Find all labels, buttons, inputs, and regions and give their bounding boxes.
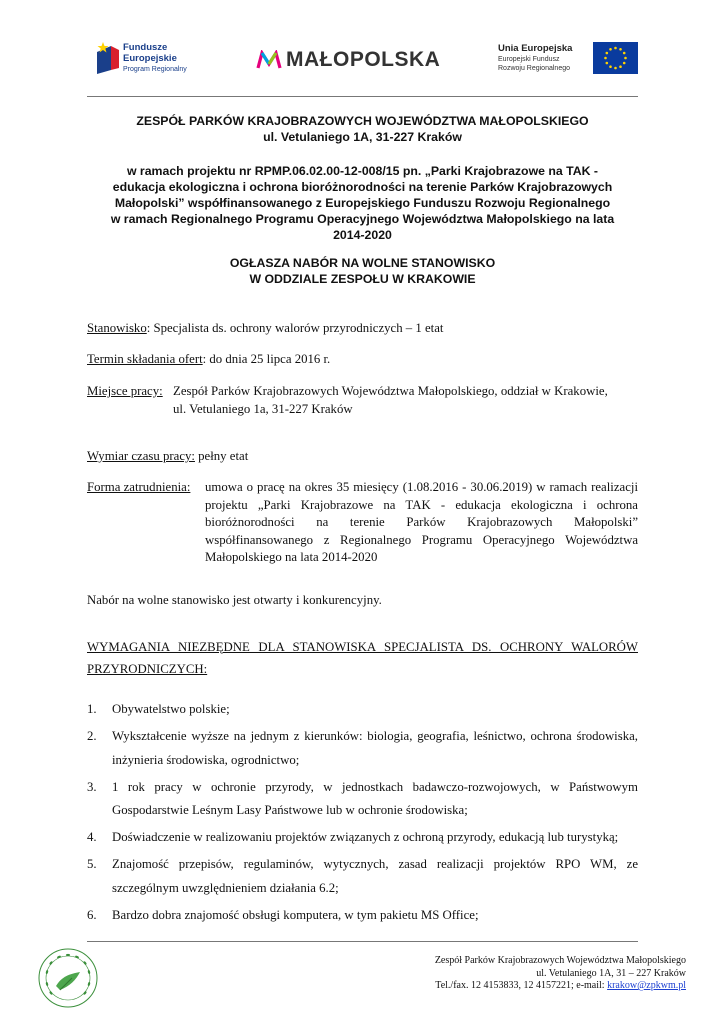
place-label: Miejsce pracy: [87, 384, 163, 398]
list-item: 5. Znajomość przepisów, regulaminów, wytycznych, zasad realizacji projektów RPO WM, ze szczególnym uwzględnieniem działania 6.2; [87, 857, 638, 895]
footer-line3: Tel./fax. 12 4153833, 12 4157221; e-mail: krakow@zpkwm.pl [435, 980, 686, 991]
fe-line3: Program Regionalny [123, 66, 187, 73]
announce-line2: W ODDZIALE ZESPOŁU W KRAKOWIE [249, 272, 476, 286]
zpk-emblem-icon [36, 946, 100, 1010]
open-note: Nabór na wolne stanowisko jest otwarty i konkurencyjny. [87, 593, 382, 607]
list-item: 2. Wykształcenie wyższe na jednym z kierunków: biologia, geografia, leśnictwo, ochrona środowiska, inżynieria środowiska, ogrodnictwo; [87, 729, 638, 767]
position-value: : Specjalista ds. ochrony walorów przyrodniczych – 1 etat [146, 321, 444, 335]
fe-line2: Europejskie [123, 53, 177, 64]
fe-star-icon [93, 40, 119, 76]
org-address: ul. Vetulaniego 1A, 31-227 Kraków [263, 130, 462, 144]
list-item: 4. Doświadczenie w realizowaniu projektów związanych z ochroną przyrody, edukacją lub turystyką; [87, 830, 619, 844]
logo-bar [87, 38, 638, 84]
malopolska-name: MAŁOPOLSKA [286, 48, 441, 71]
org-header [87, 113, 638, 145]
worktime-row [87, 448, 638, 465]
place-value [173, 383, 638, 418]
position-label: Stanowisko [87, 321, 147, 335]
list-item: 1. Obywatelstwo polskie; [87, 702, 230, 716]
project-block [87, 163, 638, 243]
footer-divider [87, 941, 638, 942]
deadline-label: Termin składania ofert [87, 352, 203, 366]
unia-europejska-logo [498, 42, 638, 78]
worktime-value: pełny etat [194, 449, 249, 463]
footer-line2: ul. Vetulaniego 1A, 31 – 227 Kraków [536, 967, 686, 979]
footer-email-link[interactable]: krakow@zpkwm.pl [607, 980, 686, 991]
requirements-title: WYMAGANIA NIEZBĘDNE DLA STANOWISKA SPECJALISTA DS. OCHRONY WALORÓW PRZYRODNICZYCH: [87, 640, 638, 676]
footer-line1: Zespół Parków Krajobrazowych Województwa Małopolskiego [434, 955, 686, 966]
project-line: 2014-2020 [333, 228, 392, 242]
fundusze-europejskie-logo [93, 40, 213, 82]
deadline-value: : do dnia 25 lipca 2016 r. [202, 352, 331, 366]
announce-line1: OGŁASZA NABÓR NA WOLNE STANOWISKO [229, 256, 496, 270]
project-line: w ramach Regionalnego Programu Operacyjnego Województwa Małopolskiego na lata [110, 212, 615, 226]
employment-label: Forma zatrudnienia: [87, 480, 191, 494]
org-name: ZESPÓŁ PARKÓW KRAJOBRAZOWYCH WOJEWÓDZTWA MAŁOPOLSKIEGO [136, 114, 589, 128]
malopolska-m-icon [256, 50, 282, 70]
ue-line2: Europejski Fundusz [498, 56, 560, 63]
ue-line3: Rozwoju Regionalnego [498, 65, 570, 72]
fe-line1: Fundusze [123, 42, 168, 53]
worktime-label: Wymiar czasu pracy: [87, 449, 195, 463]
project-line: w ramach projektu nr RPMP.06.02.00-12-008/15 pn. „Parki Krajobrazowe na TAK - [126, 164, 599, 178]
place-line1: Zespół Parków Krajobrazowych Województwa Małopolskiego, oddział w Krakowie, [173, 384, 608, 398]
list-item: 3. 1 rok pracy w ochronie przyrody, w jednostkach badawczo-rozwojowych, w Państwowym Gospodarstwie Leśnym Lasy Państwowe lub w ochronie środowiska; [87, 779, 638, 817]
deadline-row [87, 351, 638, 368]
list-item: 6. Bardzo dobra znajomość obsługi komputera, w tym pakietu MS Office; [87, 907, 479, 922]
position-row [87, 320, 638, 337]
header-divider [87, 96, 638, 97]
project-line: edukacja ekologiczna i ochrona bioróżnorodności na terenie Parków Krajobrazowych [112, 180, 613, 194]
footer-contact [435, 955, 686, 993]
place-line2: ul. Vetulaniego 1a, 31-227 Kraków [173, 401, 353, 416]
ue-line1: Unia Europejska [498, 43, 573, 54]
project-line: Małopolski” współfinansowanego z Europejskiego Funduszu Rozwoju Regionalnego [114, 196, 611, 210]
employment-value: umowa o pracę na okres 35 miesięcy (1.08.2016 - 30.06.2019) w ramach realizacji projektu „Parki Krajobrazowe na TAK - edukacja ekologiczna i ochrona bioróżnorodności na terenie Parków Krajobrazowych Małopolski” współfinansowanego z Regionalnego Programu Operacyjnego Województwa Małopolskiego na lata 2014-2020 [205, 480, 638, 564]
eu-flag-icon [593, 42, 638, 74]
announcement [87, 255, 638, 287]
requirements-list [87, 698, 638, 931]
